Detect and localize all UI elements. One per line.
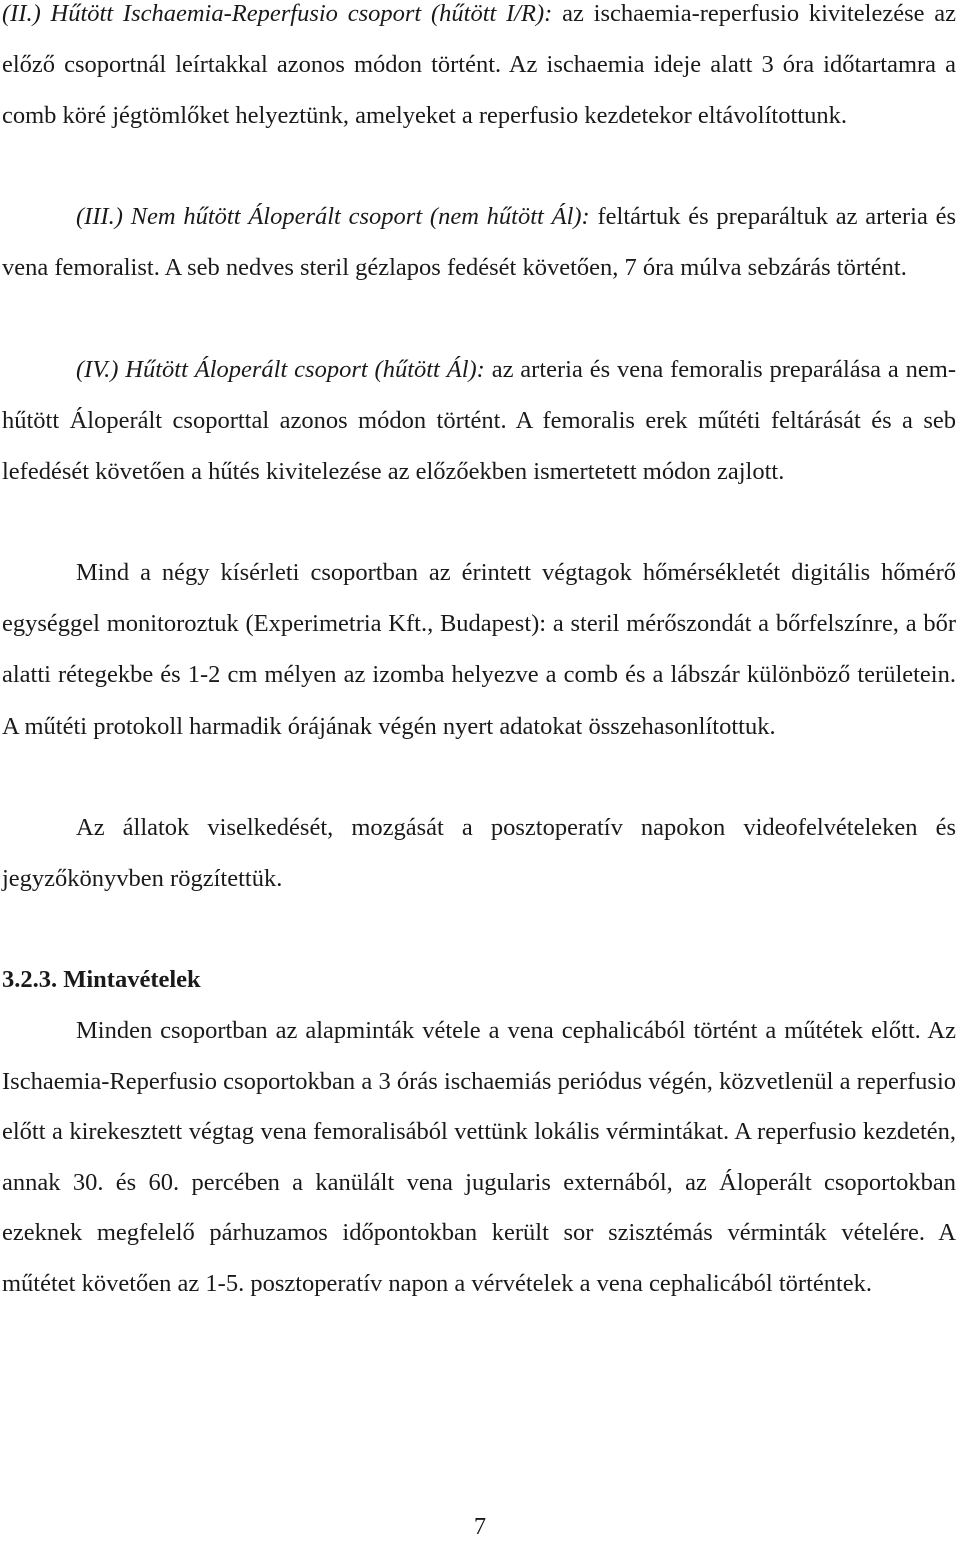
- paragraph-text: az arteria és vena femoralis preparálása a nem-hűtött Áloperált csoporttal azonos módon történt. A femoralis erek műtéti feltárását és a seb lefedését követően a hűtés kivitelezése az előzőekben ismertetett módon zajlott.: [2, 356, 956, 486]
- paragraph-behaviour-recording: [2, 802, 956, 904]
- group-label-noncooled-sham: (III.) Nem hűtött Áloperált csoport (nem hűtött Ál):: [76, 203, 590, 230]
- paragraph-text: Minden csoportban az alapminták vétele a vena cephalicából történt a műtétek előtt. Az Ischaemia-Reperfusio csoportokban a 3 órás ischaemiás periódus végén, közvetlenül a reperfusio előtt a kirekesztett végtag vena femoralisából vettünk lokális vérmintákat. A reperfusio kezdetén, annak 30. és 60. percében a kanülált vena jugularis externából, az Áloperált csoportokban ezeknek megfelelő párhuzamos időpontokban került sor szisztémás vérminták vételére. A műtétet követően az 1-5. posztoperatív napon a vérvételek a vena cephalicából történtek.: [2, 1017, 956, 1297]
- paragraph-text: Az állatok viselkedését, mozgását a posztoperatív napokon videofelvételeken és jegyzőkönyvben rögzítettük.: [2, 814, 956, 893]
- group-label-cooled-sham: (IV.) Hűtött Áloperált csoport (hűtött Ál):: [76, 356, 485, 383]
- section-heading: 3.2.3. Mintavételek: [2, 966, 201, 993]
- page-number: 7: [473, 1513, 487, 1540]
- paragraph-text: az ischaemia-reperfusio kivitelezése az előző csoportnál leírtakkal azonos módon történt. Az ischaemia ideje alatt 3 óra időtartamra a comb köré jégtömlőket helyeztünk, amelyeket a reperfusio kezdetekor eltávolítottunk.: [2, 0, 957, 130]
- paragraph-noncooled-sham-group: [2, 191, 956, 293]
- paragraph-sampling: [2, 1006, 956, 1309]
- group-label-cooled-ir: (II.) Hűtött Ischaemia-Reperfusio csoport (hűtött I/R):: [2, 0, 553, 27]
- paragraph-temperature-monitoring: [2, 547, 956, 752]
- paragraph-text: Mind a négy kísérleti csoportban az érintett végtagok hőmérsékletét digitális hőmérő egységgel monitoroztuk (Experimetria Kft., Budapest): a steril mérőszondát a bőrfelszínre, a bőr alatti rétegekbe és 1-2 cm mélyen az izomba helyezve a comb és a lábszár különböző területein. A műtéti protokoll harmadik órájának végén nyert adatokat összehasonlítottuk.: [2, 559, 956, 740]
- paragraph-cooled-sham-group: [2, 344, 956, 498]
- paragraph-cooled-ir-group: [2, 0, 956, 142]
- paragraph-text: feltártuk és preparáltuk az arteria és vena femoralist. A seb nedves steril gézlapos fedését követően, 7 óra múlva sebzárás történt.: [2, 203, 957, 282]
